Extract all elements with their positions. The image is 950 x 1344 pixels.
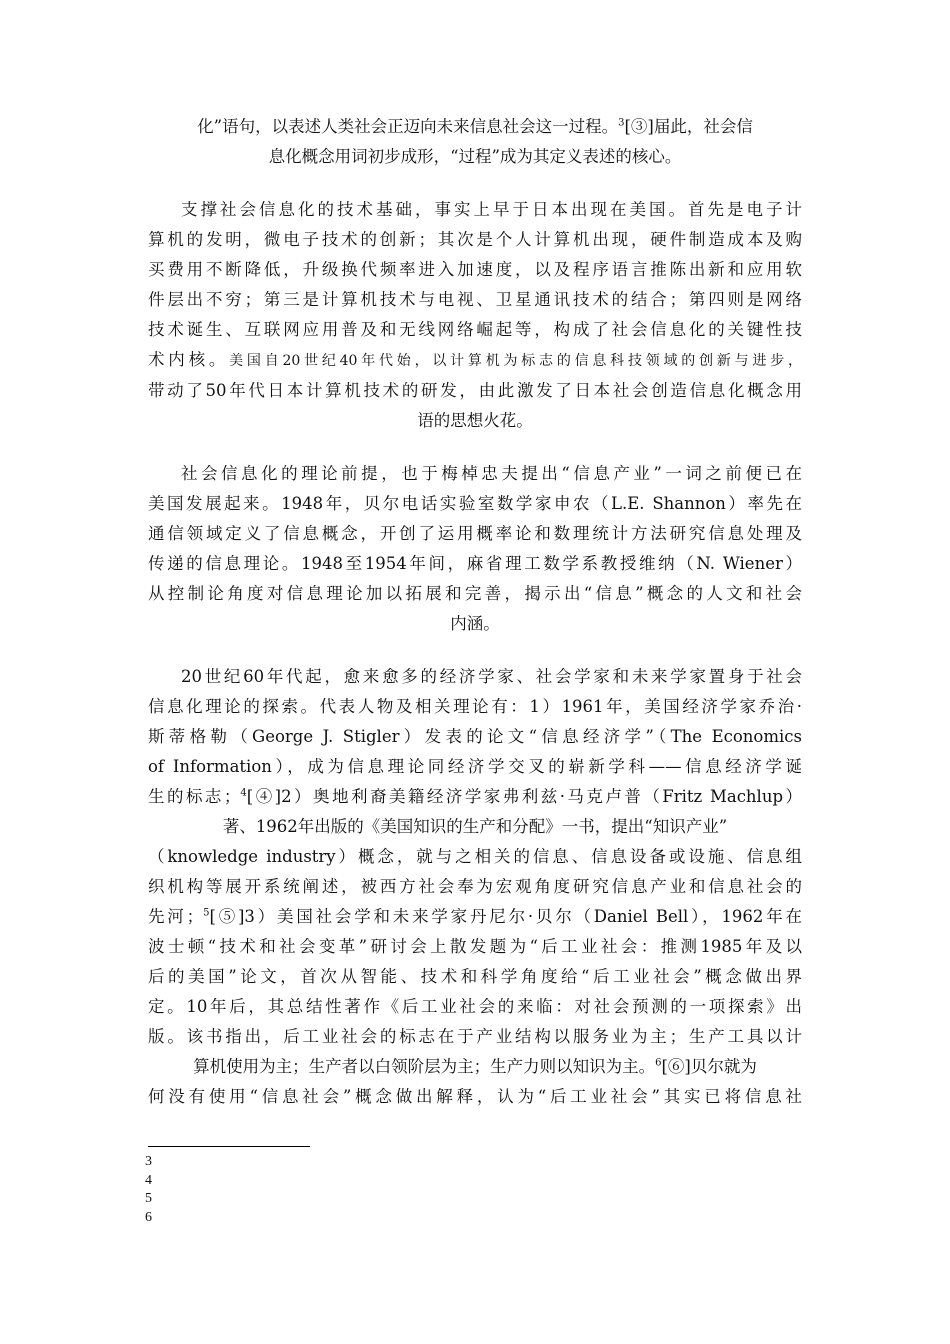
text-segment: 生的标志； [148,787,241,806]
text-segment: 技术诞生、互联网应用普及和无线网络崛起等，构成了社会信息化的关键性技 [148,320,802,339]
text-line [148,902,802,932]
paragraph [148,112,802,172]
text-segment: 美国自20世纪40年代始，以计算机为标志的信息科技领域的创新与进步， [229,353,803,369]
text-line [148,225,802,255]
text-segment: 通信领域定义了信息概念，开创了运用概率论和数理统计方法研究信息处理及 [148,524,802,543]
text-segment: 波士顿“技术和社会变革”研讨会上散发题为“后工业社会：推测1985年及以 [148,937,802,956]
text-line [148,195,802,225]
footnote-separator [148,1146,310,1147]
footnote-number: 4 [145,1172,152,1188]
text-line [148,812,802,842]
text-segment: 织机构等展开系统阐述，被西方社会奉为宏观角度研究信息产业和信息社会的 [148,877,802,896]
text-line [148,345,802,376]
text-line [148,459,802,489]
text-segment: 语的思想火花。 [417,411,533,430]
text-segment: 买费用不断降低，升级换代频率进入加速度，以及程序语言推陈出新和应用软 [148,260,802,279]
text-segment: [④]2）奥地利裔美籍经济学家弗利兹·马克卢普（Fritz Machlup） [246,787,802,806]
text-segment: 何没有使用“信息社会”概念做出解释，认为“后工业社会”其实已将信息社 [148,1087,802,1106]
footnote-ref: 6 [655,1057,662,1069]
text-segment: （knowledge industry）概念，就与之相关的信息、信息设备或设施、信息组 [148,847,802,866]
text-segment: 支撑社会信息化的技术基础，事实上早于日本出现在美国。首先是电子计 [181,200,802,219]
text-line [148,992,802,1022]
text-line [148,662,802,692]
text-segment: 从控制论角度对信息理论加以拓展和完善，揭示出“信息”概念的人文和社会 [148,584,802,603]
text-segment: 后的美国”论文，首次从智能、技术和科学角度给“后工业社会”概念做出界 [148,967,802,986]
footnote-ref: 5 [203,907,210,919]
text-segment: 传递的信息理论。1948至1954年间，麻省理工数学系教授维纳（N. Wiener） [148,554,802,573]
paragraph [148,662,802,1112]
text-segment: 美国发展起来。1948年，贝尔电话实验室数学家申农（L.E. Shannon）率先在 [148,494,802,513]
text-segment: 信息化理论的探索。代表人物及相关理论有：1）1961年，美国经济学家乔治· [148,697,802,716]
text-segment: 算机使用为主；生产者以白领阶层为主；生产力则以知识为主。 [193,1057,656,1076]
paragraph [148,195,802,436]
text-segment: 化”语句，以表述人类社会正迈向未来信息社会这一过程。 [197,117,619,136]
text-segment: 定。10年后，其总结性著作《后工业社会的来临：对社会预测的一项探索》出 [148,997,802,1016]
footnote-ref: 3 [618,117,625,129]
text-line [148,722,802,752]
text-segment: 术内核。 [148,350,230,369]
footnote-number: 5 [145,1191,152,1206]
text-segment: 件层出不穷；第三是计算机技术与电视、卫星通讯技术的结合；第四则是网络 [148,290,802,309]
text-line [148,1082,802,1112]
paragraph [148,459,802,639]
text-line [148,1052,802,1082]
text-line [148,692,802,722]
text-line [148,752,802,782]
text-segment: 社会信息化的理论前提，也于梅棹忠夫提出“信息产业”一词之前便已在 [181,464,802,483]
text-segment: 算机的发明，微电子技术的创新；其次是个人计算机出现，硬件制造成本及购 [148,230,802,249]
text-segment: 著、1962年出版的《美国知识的生产和分配》一书，提出“知识产业” [222,817,728,836]
text-line [148,315,802,345]
text-line [148,782,802,812]
footnote-number: 6 [145,1209,152,1225]
text-line [148,549,802,579]
text-segment: 内涵。 [450,614,500,633]
text-line [148,842,802,872]
body-text [148,112,802,1135]
text-segment: 带动了50年代日本计算机技术的研发，由此激发了日本社会创造信息化概念用 [148,381,802,400]
text-segment: 息化概念用词初步成形，“过程”成为其定义表述的核心。 [268,147,682,166]
text-line [148,142,802,172]
text-segment: 版。该书指出，后工业社会的标志在于产业结构以服务业为主；生产工具以计 [148,1027,802,1046]
footnote-number: 3 [145,1154,152,1169]
text-segment: 20世纪60年代起，愈来愈多的经济学家、社会学家和未来学家置身于社会 [181,667,802,686]
text-line [148,609,802,639]
text-line [148,255,802,285]
text-segment: [⑥]贝尔就为 [661,1057,757,1076]
text-line [148,872,802,902]
text-line [148,285,802,315]
text-line [148,406,802,436]
text-line [148,579,802,609]
text-line [148,376,802,406]
text-segment: of Information），成为信息理论同经济学交叉的崭新学科——信息经济学诞 [148,757,802,776]
footnote-ref: 4 [240,787,247,799]
text-line [148,962,802,992]
text-segment: 先河； [148,907,204,926]
text-segment: [③]届此，社会信 [624,117,753,136]
footnote-list [145,1153,152,1227]
text-line [148,519,802,549]
text-segment: 斯蒂格勒（George J. Stigler）发表的论文“信息经济学”（The Economics [148,727,802,746]
text-line [148,112,802,142]
text-segment: [⑤]3）美国社会学和未来学家丹尼尔·贝尔（Daniel Bell），1962年在 [209,907,802,926]
text-line [148,932,802,962]
text-line [148,1022,802,1052]
text-line [148,489,802,519]
